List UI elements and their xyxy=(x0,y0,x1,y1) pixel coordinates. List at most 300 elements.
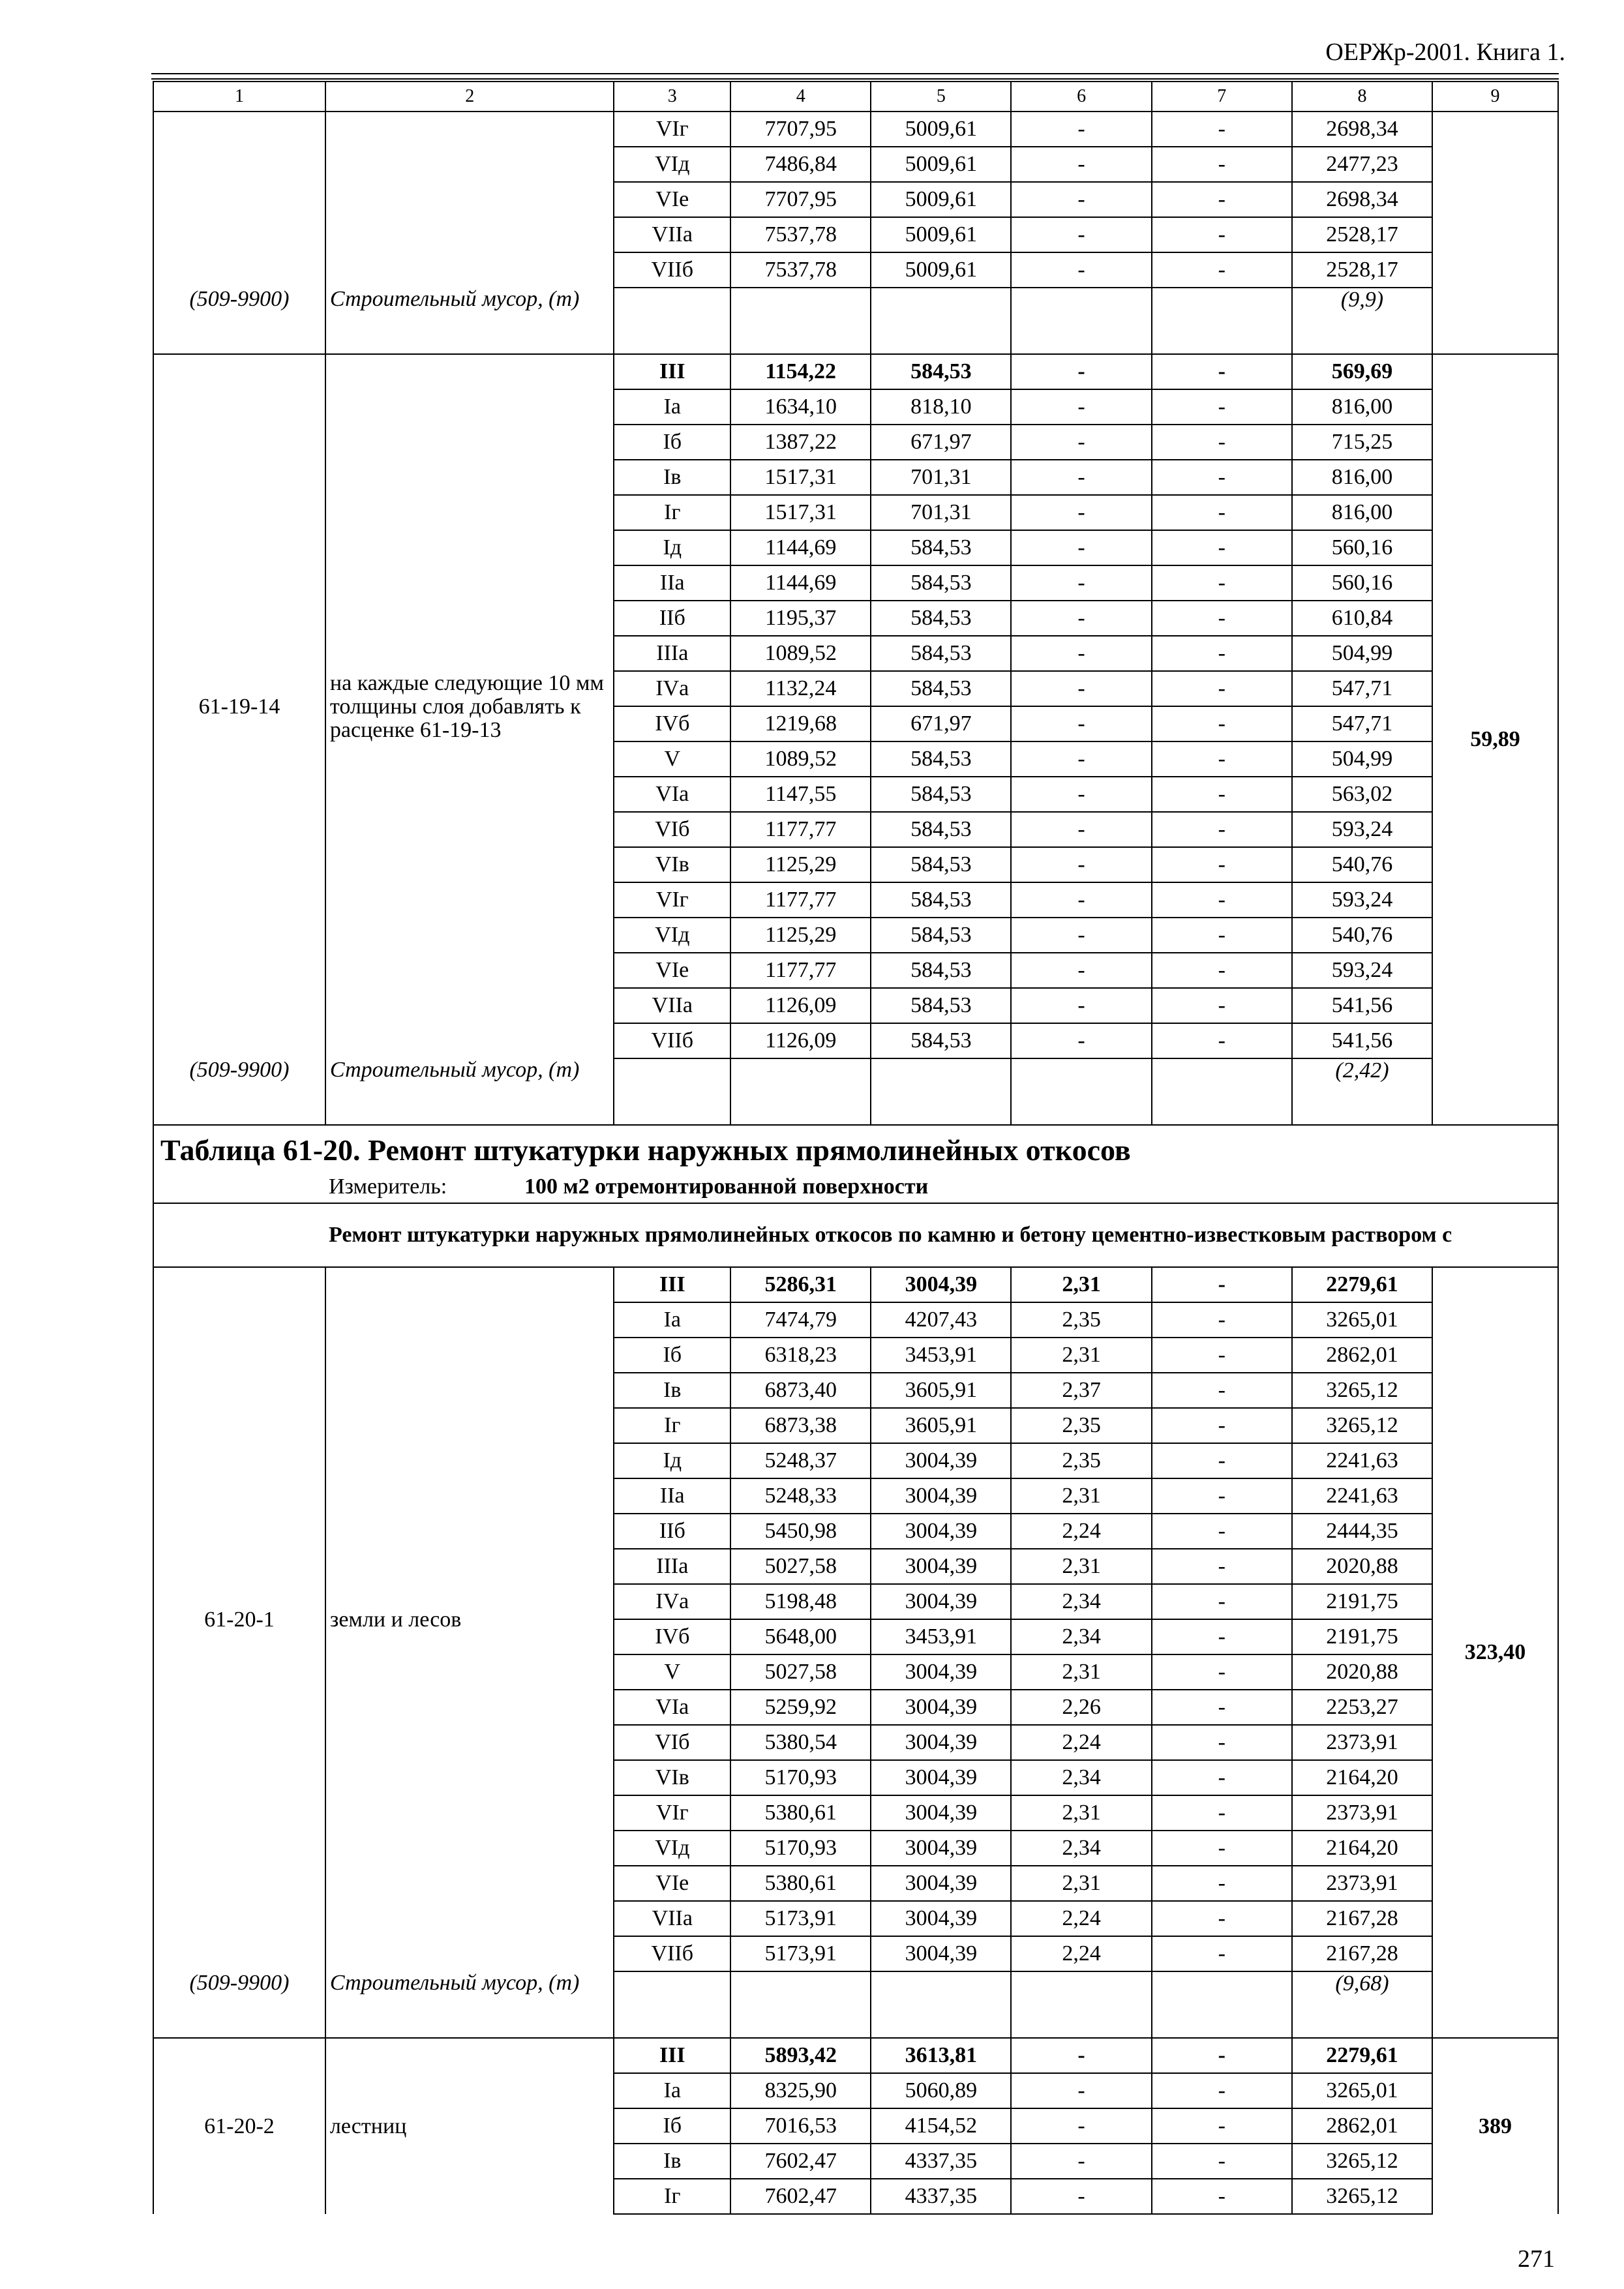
territory-code: VIг xyxy=(614,882,730,918)
material-cost: 3265,01 xyxy=(1292,2073,1432,2108)
material-cost: 2862,01 xyxy=(1292,2108,1432,2144)
material-cost: 816,00 xyxy=(1292,460,1432,495)
total-cost: 1154,22 xyxy=(730,354,871,389)
machine-cost: - xyxy=(1011,460,1151,495)
column-number: 1 xyxy=(153,82,325,112)
labor-cost: 584,53 xyxy=(871,882,1011,918)
total-cost: 1195,37 xyxy=(730,601,871,636)
material-cost: 2191,75 xyxy=(1292,1619,1432,1654)
territory-code: III xyxy=(614,354,730,389)
labor-cost: 584,53 xyxy=(871,953,1011,988)
total-cost: 7707,95 xyxy=(730,182,871,217)
labor-cost: 5009,61 xyxy=(871,112,1011,147)
meter-value: 100 м2 отремонтированной поверхности xyxy=(524,1174,929,1199)
material-cost: 2477,23 xyxy=(1292,147,1432,182)
machine-labor-cost: - xyxy=(1152,777,1292,812)
labor-cost: 3453,91 xyxy=(871,1619,1011,1654)
labor-cost: 584,53 xyxy=(871,847,1011,882)
machine-cost: - xyxy=(1011,882,1151,918)
total-cost: 5027,58 xyxy=(730,1654,871,1690)
total-cost: 6318,23 xyxy=(730,1338,871,1373)
material-cost: 715,25 xyxy=(1292,425,1432,460)
labor-cost: 584,53 xyxy=(871,565,1011,601)
labor-cost: 584,53 xyxy=(871,601,1011,636)
territory-code: IVб xyxy=(614,1619,730,1654)
machine-labor-cost: - xyxy=(1152,601,1292,636)
machine-labor-cost: - xyxy=(1152,530,1292,565)
rate-code: 61-20-1 xyxy=(153,1267,325,1971)
territory-code: Iб xyxy=(614,2108,730,2144)
machine-labor-cost: - xyxy=(1152,147,1292,182)
territory-code: Iб xyxy=(614,1338,730,1373)
labor-cost: 701,31 xyxy=(871,460,1011,495)
labor-cost: 584,53 xyxy=(871,1023,1011,1058)
machine-cost: 2,35 xyxy=(1011,1443,1151,1478)
material-cost: 2698,34 xyxy=(1292,112,1432,147)
territory-code: IIIа xyxy=(614,1549,730,1584)
total-cost: 1177,77 xyxy=(730,953,871,988)
machine-labor-cost: - xyxy=(1152,882,1292,918)
debris-value: (2,42) xyxy=(1292,1058,1432,1125)
machine-labor-cost: - xyxy=(1152,1760,1292,1795)
territory-code: Iа xyxy=(614,389,730,425)
rate-code: 61-19-14 xyxy=(153,354,325,1058)
material-cost: 816,00 xyxy=(1292,389,1432,425)
material-cost: 2279,61 xyxy=(1292,2038,1432,2073)
machine-labor-cost: - xyxy=(1152,112,1292,147)
material-cost: 2020,88 xyxy=(1292,1654,1432,1690)
machine-cost: - xyxy=(1011,988,1151,1023)
machine-labor-cost: - xyxy=(1152,1478,1292,1514)
territory-code: IVа xyxy=(614,1584,730,1619)
total-cost: 7016,53 xyxy=(730,2108,871,2144)
territory-code: VIIб xyxy=(614,252,730,288)
rate-code: 61-20-2 xyxy=(153,2038,325,2214)
total-cost: 5170,93 xyxy=(730,1760,871,1795)
labor-cost: 584,53 xyxy=(871,812,1011,847)
machine-labor-cost: - xyxy=(1152,1373,1292,1408)
machine-labor-cost: - xyxy=(1152,1549,1292,1584)
machine-cost: 2,31 xyxy=(1011,1267,1151,1302)
material-cost: 2373,91 xyxy=(1292,1866,1432,1901)
total-cost: 1089,52 xyxy=(730,741,871,777)
material-cost: 2528,17 xyxy=(1292,217,1432,252)
territory-code: IIIа xyxy=(614,636,730,671)
material-cost: 2373,91 xyxy=(1292,1795,1432,1831)
column-number: 9 xyxy=(1432,82,1558,112)
total-cost: 5170,93 xyxy=(730,1831,871,1866)
machine-cost: 2,37 xyxy=(1011,1373,1151,1408)
machine-labor-cost: - xyxy=(1152,636,1292,671)
total-cost: 1125,29 xyxy=(730,847,871,882)
machine-cost: - xyxy=(1011,2179,1151,2214)
machine-labor-cost: - xyxy=(1152,1584,1292,1619)
labor-cost: 3004,39 xyxy=(871,1795,1011,1831)
column-number: 3 xyxy=(614,82,730,112)
total-cost: 1634,10 xyxy=(730,389,871,425)
table-row xyxy=(153,354,1558,389)
labor-hours: 389 xyxy=(1432,2038,1558,2214)
machine-labor-cost: - xyxy=(1152,252,1292,288)
debris-value: (9,9) xyxy=(1292,288,1432,354)
document-title: ОЕРЖр-2001. Книга 1. xyxy=(1325,38,1565,66)
machine-labor-cost: - xyxy=(1152,1866,1292,1901)
territory-code: VIа xyxy=(614,1690,730,1725)
territory-code: Iв xyxy=(614,2144,730,2179)
machine-cost: 2,31 xyxy=(1011,1654,1151,1690)
machine-cost: - xyxy=(1011,354,1151,389)
labor-hours: 323,40 xyxy=(1432,1267,1558,2038)
table-row xyxy=(153,2038,1558,2073)
territory-code: VIIб xyxy=(614,1936,730,1971)
labor-hours xyxy=(1432,112,1558,354)
territory-code: VIа xyxy=(614,777,730,812)
labor-cost: 584,53 xyxy=(871,354,1011,389)
material-cost: 504,99 xyxy=(1292,741,1432,777)
machine-labor-cost: - xyxy=(1152,1443,1292,1478)
machine-cost: 2,34 xyxy=(1011,1831,1151,1866)
debris-empty xyxy=(1152,288,1292,354)
machine-labor-cost: - xyxy=(1152,1725,1292,1760)
material-cost: 2444,35 xyxy=(1292,1514,1432,1549)
labor-cost: 3004,39 xyxy=(871,1760,1011,1795)
debris-row xyxy=(153,288,1558,354)
material-cost: 547,71 xyxy=(1292,671,1432,706)
machine-labor-cost: - xyxy=(1152,2144,1292,2179)
total-cost: 7474,79 xyxy=(730,1302,871,1338)
machine-cost: - xyxy=(1011,636,1151,671)
machine-cost: - xyxy=(1011,112,1151,147)
rate-description: лестниц xyxy=(325,2038,614,2214)
machine-cost: 2,35 xyxy=(1011,1302,1151,1338)
total-cost: 5893,42 xyxy=(730,2038,871,2073)
labor-cost: 3605,91 xyxy=(871,1373,1011,1408)
total-cost: 5198,48 xyxy=(730,1584,871,1619)
material-cost: 610,84 xyxy=(1292,601,1432,636)
debris-empty xyxy=(1152,1971,1292,2038)
machine-cost: 2,24 xyxy=(1011,1514,1151,1549)
territory-code: Iб xyxy=(614,425,730,460)
machine-cost: - xyxy=(1011,530,1151,565)
machine-labor-cost: - xyxy=(1152,2179,1292,2214)
territory-code: Iв xyxy=(614,460,730,495)
total-cost: 5027,58 xyxy=(730,1549,871,1584)
total-cost: 7537,78 xyxy=(730,217,871,252)
section-description-row xyxy=(153,1203,1558,1267)
machine-labor-cost: - xyxy=(1152,1338,1292,1373)
territory-code: VIд xyxy=(614,147,730,182)
machine-labor-cost: - xyxy=(1152,1795,1292,1831)
debris-empty xyxy=(730,1058,871,1125)
material-cost: 3265,12 xyxy=(1292,2144,1432,2179)
material-cost: 540,76 xyxy=(1292,918,1432,953)
labor-cost: 3004,39 xyxy=(871,1725,1011,1760)
total-cost: 5648,00 xyxy=(730,1619,871,1654)
labor-cost: 3004,39 xyxy=(871,1936,1011,1971)
rate-description: на каждые следующие 10 мм толщины слоя добавлять к расценке 61-19-13 xyxy=(325,354,614,1058)
machine-cost: - xyxy=(1011,2073,1151,2108)
debris-code: (509-9900) xyxy=(153,288,325,354)
labor-cost: 5009,61 xyxy=(871,182,1011,217)
labor-cost: 3004,39 xyxy=(871,1831,1011,1866)
machine-cost: 2,24 xyxy=(1011,1901,1151,1936)
machine-labor-cost: - xyxy=(1152,2108,1292,2144)
machine-labor-cost: - xyxy=(1152,1408,1292,1443)
machine-cost: - xyxy=(1011,147,1151,182)
material-cost: 540,76 xyxy=(1292,847,1432,882)
debris-empty xyxy=(1011,288,1151,354)
total-cost: 7486,84 xyxy=(730,147,871,182)
labor-cost: 5009,61 xyxy=(871,147,1011,182)
header-rule xyxy=(151,78,1559,80)
total-cost: 1089,52 xyxy=(730,636,871,671)
territory-code: Iв xyxy=(614,1373,730,1408)
territory-code: VIд xyxy=(614,1831,730,1866)
machine-labor-cost: - xyxy=(1152,2073,1292,2108)
territory-code: Iг xyxy=(614,1408,730,1443)
machine-labor-cost: - xyxy=(1152,1654,1292,1690)
labor-cost: 671,97 xyxy=(871,425,1011,460)
table-row xyxy=(153,1267,1558,1302)
labor-hours: 59,89 xyxy=(1432,354,1558,1125)
territory-code: V xyxy=(614,1654,730,1690)
machine-cost: 2,26 xyxy=(1011,1690,1151,1725)
material-cost: 593,24 xyxy=(1292,882,1432,918)
territory-code: IIа xyxy=(614,565,730,601)
territory-code: III xyxy=(614,1267,730,1302)
labor-cost: 4207,43 xyxy=(871,1302,1011,1338)
total-cost: 5380,61 xyxy=(730,1795,871,1831)
machine-labor-cost: - xyxy=(1152,495,1292,530)
machine-cost: 2,31 xyxy=(1011,1338,1151,1373)
machine-cost: - xyxy=(1011,812,1151,847)
column-number: 2 xyxy=(325,82,614,112)
section-meter xyxy=(153,1171,1558,1203)
labor-cost: 3004,39 xyxy=(871,1654,1011,1690)
machine-labor-cost: - xyxy=(1152,812,1292,847)
material-cost: 3265,01 xyxy=(1292,1302,1432,1338)
section-title: Таблица 61-20. Ремонт штукатурки наружных прямолинейных откосов xyxy=(153,1125,1558,1171)
material-cost: 2167,28 xyxy=(1292,1936,1432,1971)
total-cost: 5450,98 xyxy=(730,1514,871,1549)
debris-empty xyxy=(614,1971,730,2038)
material-cost: 2698,34 xyxy=(1292,182,1432,217)
total-cost: 1125,29 xyxy=(730,918,871,953)
machine-labor-cost: - xyxy=(1152,988,1292,1023)
total-cost: 5248,33 xyxy=(730,1478,871,1514)
section-meter-row xyxy=(153,1171,1558,1203)
labor-cost: 5009,61 xyxy=(871,217,1011,252)
labor-cost: 3613,81 xyxy=(871,2038,1011,2073)
labor-cost: 3605,91 xyxy=(871,1408,1011,1443)
territory-code: VIв xyxy=(614,847,730,882)
territory-code: IIб xyxy=(614,601,730,636)
machine-labor-cost: - xyxy=(1152,389,1292,425)
material-cost: 569,69 xyxy=(1292,354,1432,389)
total-cost: 1517,31 xyxy=(730,460,871,495)
machine-labor-cost: - xyxy=(1152,706,1292,741)
machine-labor-cost: - xyxy=(1152,354,1292,389)
material-cost: 2167,28 xyxy=(1292,1901,1432,1936)
machine-labor-cost: - xyxy=(1152,217,1292,252)
labor-cost: 3004,39 xyxy=(871,1514,1011,1549)
debris-row xyxy=(153,1971,1558,2038)
column-number: 6 xyxy=(1011,82,1151,112)
total-cost: 1177,77 xyxy=(730,882,871,918)
total-cost: 7707,95 xyxy=(730,112,871,147)
total-cost: 6873,38 xyxy=(730,1408,871,1443)
territory-code: Iд xyxy=(614,530,730,565)
material-cost: 560,16 xyxy=(1292,530,1432,565)
machine-cost: - xyxy=(1011,777,1151,812)
machine-cost: 2,31 xyxy=(1011,1795,1151,1831)
table-row xyxy=(153,112,1558,147)
material-cost: 2164,20 xyxy=(1292,1760,1432,1795)
material-cost: 3265,12 xyxy=(1292,1373,1432,1408)
territory-code: VIIа xyxy=(614,1901,730,1936)
column-number: 8 xyxy=(1292,82,1432,112)
territory-code: VIе xyxy=(614,953,730,988)
rate-description: земли и лесов xyxy=(325,1267,614,1971)
total-cost: 1144,69 xyxy=(730,530,871,565)
territory-code: Iа xyxy=(614,1302,730,1338)
labor-cost: 3004,39 xyxy=(871,1866,1011,1901)
territory-code: Iг xyxy=(614,495,730,530)
machine-cost: - xyxy=(1011,1023,1151,1058)
labor-cost: 584,53 xyxy=(871,636,1011,671)
total-cost: 1517,31 xyxy=(730,495,871,530)
territory-code: VIIа xyxy=(614,217,730,252)
material-cost: 816,00 xyxy=(1292,495,1432,530)
material-cost: 2191,75 xyxy=(1292,1584,1432,1619)
material-cost: 2279,61 xyxy=(1292,1267,1432,1302)
labor-cost: 4337,35 xyxy=(871,2144,1011,2179)
labor-cost: 671,97 xyxy=(871,706,1011,741)
rate-code xyxy=(153,112,325,288)
debris-label: Строительный мусор, (т) xyxy=(325,1058,614,1125)
page-number: 271 xyxy=(1518,2245,1555,2273)
material-cost: 560,16 xyxy=(1292,565,1432,601)
debris-empty xyxy=(730,1971,871,2038)
meter-label: Измеритель: xyxy=(329,1174,447,1199)
material-cost: 3265,12 xyxy=(1292,2179,1432,2214)
territory-code: IIб xyxy=(614,1514,730,1549)
debris-empty xyxy=(1011,1058,1151,1125)
total-cost: 6873,40 xyxy=(730,1373,871,1408)
debris-empty xyxy=(871,1971,1011,2038)
labor-cost: 3004,39 xyxy=(871,1690,1011,1725)
material-cost: 2164,20 xyxy=(1292,1831,1432,1866)
machine-cost: 2,24 xyxy=(1011,1936,1151,1971)
labor-cost: 3004,39 xyxy=(871,1584,1011,1619)
column-number-row xyxy=(153,82,1558,112)
material-cost: 593,24 xyxy=(1292,812,1432,847)
material-cost: 2528,17 xyxy=(1292,252,1432,288)
labor-cost: 5060,89 xyxy=(871,2073,1011,2108)
rate-description xyxy=(325,112,614,288)
territory-code: VIг xyxy=(614,1795,730,1831)
material-cost: 541,56 xyxy=(1292,1023,1432,1058)
machine-labor-cost: - xyxy=(1152,953,1292,988)
territory-code: VIIб xyxy=(614,1023,730,1058)
machine-cost: 2,31 xyxy=(1011,1866,1151,1901)
material-cost: 2241,63 xyxy=(1292,1478,1432,1514)
labor-cost: 584,53 xyxy=(871,777,1011,812)
total-cost: 1147,55 xyxy=(730,777,871,812)
labor-cost: 584,53 xyxy=(871,988,1011,1023)
territory-code: IVа xyxy=(614,671,730,706)
debris-code: (509-9900) xyxy=(153,1971,325,2038)
machine-cost: - xyxy=(1011,217,1151,252)
territory-code: III xyxy=(614,2038,730,2073)
territory-code: VIд xyxy=(614,918,730,953)
total-cost: 7602,47 xyxy=(730,2144,871,2179)
machine-labor-cost: - xyxy=(1152,565,1292,601)
debris-label: Строительный мусор, (т) xyxy=(325,1971,614,2038)
material-cost: 2373,91 xyxy=(1292,1725,1432,1760)
debris-empty xyxy=(871,1058,1011,1125)
machine-cost: - xyxy=(1011,918,1151,953)
territory-code: VIе xyxy=(614,182,730,217)
machine-labor-cost: - xyxy=(1152,918,1292,953)
labor-cost: 584,53 xyxy=(871,741,1011,777)
debris-empty xyxy=(614,1058,730,1125)
territory-code: VIб xyxy=(614,1725,730,1760)
territory-code: V xyxy=(614,741,730,777)
material-cost: 541,56 xyxy=(1292,988,1432,1023)
machine-cost: 2,34 xyxy=(1011,1760,1151,1795)
machine-cost: - xyxy=(1011,741,1151,777)
column-number: 4 xyxy=(730,82,871,112)
rates-table xyxy=(153,81,1559,2215)
labor-cost: 701,31 xyxy=(871,495,1011,530)
total-cost: 1387,22 xyxy=(730,425,871,460)
total-cost: 5380,61 xyxy=(730,1866,871,1901)
section-title-row xyxy=(153,1125,1558,1171)
machine-cost: - xyxy=(1011,389,1151,425)
machine-cost: - xyxy=(1011,953,1151,988)
header-rule xyxy=(151,73,1559,74)
total-cost: 7602,47 xyxy=(730,2179,871,2214)
machine-labor-cost: - xyxy=(1152,1936,1292,1971)
debris-empty xyxy=(614,288,730,354)
total-cost: 1177,77 xyxy=(730,812,871,847)
material-cost: 2253,27 xyxy=(1292,1690,1432,1725)
labor-cost: 584,53 xyxy=(871,918,1011,953)
material-cost: 2862,01 xyxy=(1292,1338,1432,1373)
total-cost: 1126,09 xyxy=(730,988,871,1023)
machine-cost: 2,31 xyxy=(1011,1478,1151,1514)
debris-row xyxy=(153,1058,1558,1125)
territory-code: VIв xyxy=(614,1760,730,1795)
material-cost: 2020,88 xyxy=(1292,1549,1432,1584)
total-cost: 5248,37 xyxy=(730,1443,871,1478)
material-cost: 2241,63 xyxy=(1292,1443,1432,1478)
machine-cost: 2,24 xyxy=(1011,1725,1151,1760)
machine-cost: - xyxy=(1011,2144,1151,2179)
machine-cost: - xyxy=(1011,2038,1151,2073)
debris-label: Строительный мусор, (т) xyxy=(325,288,614,354)
machine-labor-cost: - xyxy=(1152,1831,1292,1866)
machine-labor-cost: - xyxy=(1152,1619,1292,1654)
machine-labor-cost: - xyxy=(1152,1514,1292,1549)
machine-cost: - xyxy=(1011,671,1151,706)
machine-cost: - xyxy=(1011,252,1151,288)
total-cost: 1219,68 xyxy=(730,706,871,741)
total-cost: 1144,69 xyxy=(730,565,871,601)
total-cost: 5259,92 xyxy=(730,1690,871,1725)
machine-labor-cost: - xyxy=(1152,1901,1292,1936)
